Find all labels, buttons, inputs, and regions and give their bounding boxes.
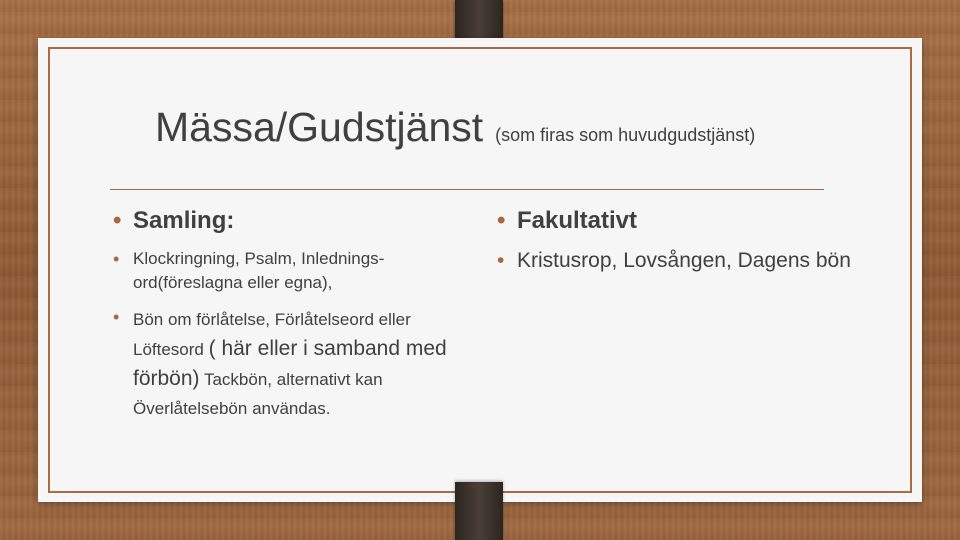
bullet-dot-icon: • — [497, 207, 506, 234]
bullet-dot-icon: • — [113, 307, 120, 327]
left-heading: Samling: — [133, 207, 235, 234]
left-column — [113, 203, 473, 423]
slide-subtitle: (som firas som huvudgudstjänst) — [495, 125, 756, 145]
right-heading-item — [497, 203, 877, 239]
bullet-dot-icon: • — [113, 249, 120, 269]
right-list-item-1 — [497, 247, 877, 274]
title-divider — [110, 189, 824, 190]
right-item-1-text: Kristusrop, Lovsången, Dagens bön — [517, 249, 851, 272]
right-column — [497, 203, 877, 274]
slide-title: Mässa/Gudstjänst — [155, 104, 484, 150]
slide-title-block — [155, 104, 755, 151]
left-list-item-1 — [113, 247, 473, 295]
bullet-dot-icon: • — [497, 249, 505, 272]
left-item-1-text: Klockringning, Psalm, Inlednings-ord(föreslagna eller egna), — [133, 249, 385, 292]
left-heading-item — [113, 203, 473, 239]
left-item-2-text-part-3: Tackbön, alternativt kan Överlåtelsebön användas. — [133, 370, 383, 418]
left-item-2-text-part-1: Bön om förlåtelse, Förlåtelseord eller Löftesord — [133, 310, 411, 359]
bottom-binder-clip — [455, 482, 503, 540]
bullet-dot-icon: • — [113, 207, 122, 234]
right-heading: Fakultativt — [517, 207, 638, 234]
left-item-2-text-part-2: ( här eller i samband med förbön) — [133, 337, 447, 390]
left-list-item-2 — [113, 305, 473, 423]
